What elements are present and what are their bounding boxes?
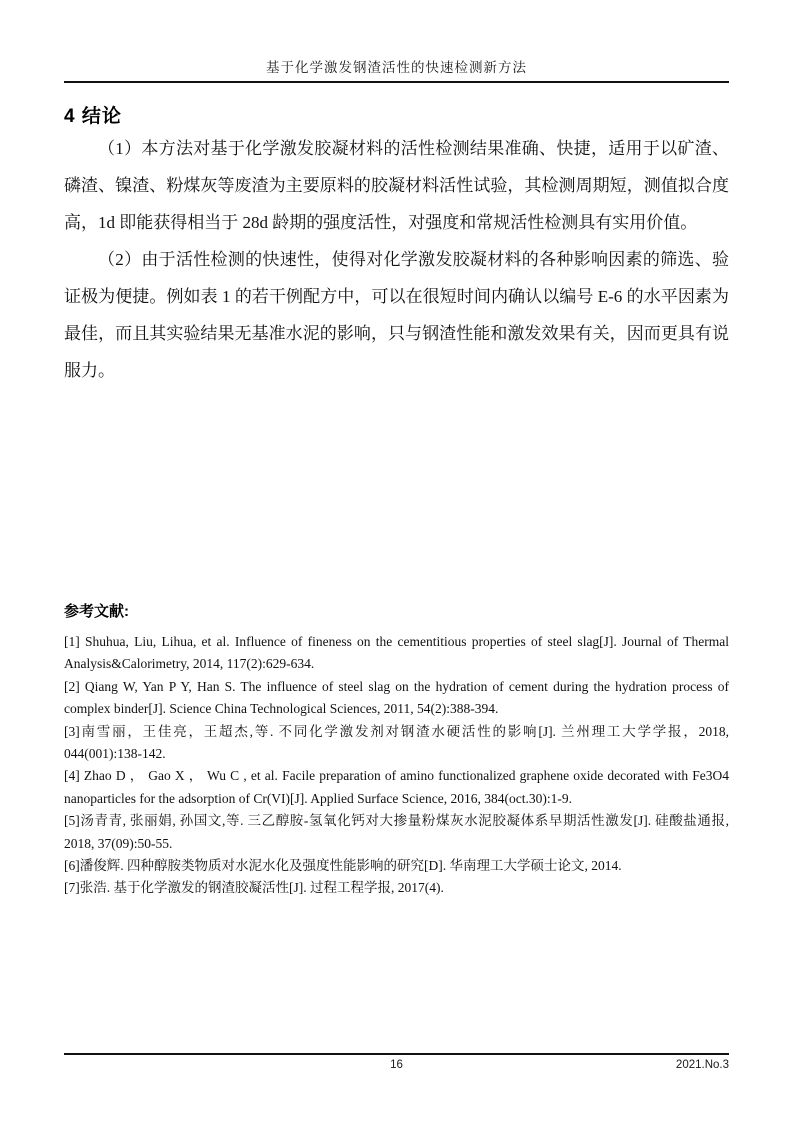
paragraph-2: （2）由于活性检测的快速性，使得对化学激发胶凝材料的各种影响因素的筛选、验证极为便捷。例如表 1 的若干例配方中，可以在很短时间内确认以编号 E-6 的水平因素为最佳，而且其实验结果无基准水泥的影响，只与钢渣性能和激发效果有关，因而更具有说服力。 xyxy=(64,250,729,380)
footer-rule xyxy=(64,1053,729,1055)
running-title: 基于化学激发钢渣活性的快速检测新方法 xyxy=(266,60,527,75)
section-heading: 4 结论 xyxy=(64,106,122,127)
reference-item-5: [5]汤青青, 张丽娟, 孙国文,等. 三乙醇胺-氢氧化钙对大掺量粉煤灰水泥胶凝体系早期活性激发[J]. 硅酸盐通报, 2018, 37(09):50-55. xyxy=(64,813,729,851)
header-rule xyxy=(64,81,729,83)
paragraph-1: （1）本方法对基于化学激发胶凝材料的活性检测结果准确、快捷，适用于以矿渣、磷渣、镍渣、粉煤灰等废渣为主要原料的胶凝材料活性试验，其检测周期短，测值拟合度高，1d 即能获得相当于 28d 龄期的强度活性，对强度和常规活性检测具有实用价值。 xyxy=(64,139,729,232)
issue-label: 2021.No.3 xyxy=(675,1059,729,1071)
page-number: 16 xyxy=(390,1059,403,1071)
reference-item-6: [6]潘俊辉. 四种醇胺类物质对水泥水化及强度性能影响的研究[D]. 华南理工大学硕士论文, 2014. xyxy=(64,858,622,874)
reference-item-2: [2] Qiang W, Yan P Y, Han S. The influence of steel slag on the hydration of cement during the hydration process of complex binder[J]. Science China Technological Sciences, 2011, 54(2):388-394. xyxy=(64,678,729,717)
references-section xyxy=(64,600,729,900)
body-text xyxy=(64,130,729,389)
reference-item-4: [4] Zhao D ， Gao X ， Wu C , et al. Facile preparation of amino functionalized graphene oxide decorated with Fe3O4 nanoparticles for the adsorption of Cr(VI)[J]. Applied Surface Science, 2016, 384(oct.30):1-9. xyxy=(64,768,729,806)
references-heading: 参考文献: xyxy=(64,603,129,620)
reference-item-1: [1] Shuhua, Liu, Lihua, et al. Influence of fineness on the cementitious properties of steel slag[J]. Journal of Thermal Analysis&Calorimetry, 2014, 117(2):629-634. xyxy=(64,634,729,672)
reference-item-7: [7]张浩. 基于化学激发的钢渣胶凝活性[J]. 过程工程学报, 2017(4). xyxy=(64,880,444,896)
reference-item-3: [3]南雪丽，王佳亮，王超杰,等. 不同化学激发剂对钢渣水硬活性的影响[J]. 兰州理工大学学报，2018, 044(001):138-142. xyxy=(64,723,729,762)
